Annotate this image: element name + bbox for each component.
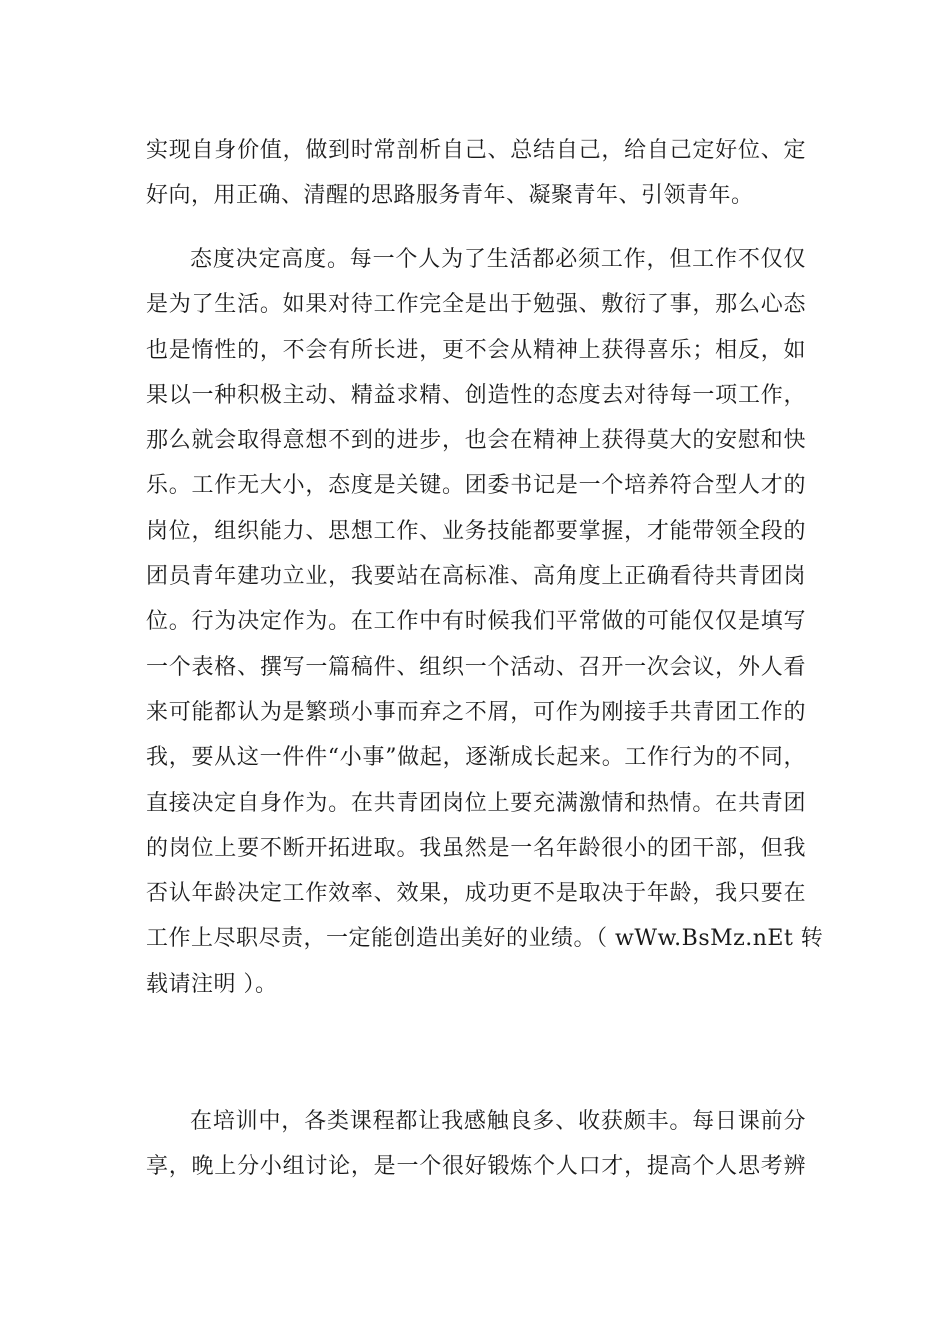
paragraph-line: 否认年龄决定工作效率、效果，成功更不是取决于年龄，我只要在 [146,881,806,907]
paragraph-line: 位。行为决定作为。在工作中有时候我们平常做的可能仅仅是填写 [146,609,806,635]
paragraph-line: 团员青年建功立业，我要站在高标准、高角度上正确看待共青团岗 [146,564,806,590]
paragraph-line: 直接决定自身作为。在共青团岗位上要充满激情和热情。在共青团 [146,790,806,816]
paragraph-line: 果以一种积极主动、精益求精、创造性的态度去对待每一项工作， [146,382,806,408]
paragraph-2 [146,237,824,1007]
paragraph-line: 态度决定高度。每一个人为了生活都必须工作，但工作不仅仅 [190,247,806,272]
paragraph-line: 我，要从这一件件“小事”做起，逐渐成长起来。工作行为的不同， [146,745,806,771]
paragraph-line: 乐。工作无大小，态度是关键。团委书记是一个培养符合型人才的 [146,473,806,499]
paragraph-line: 也是惰性的，不会有所长进，更不会从精神上获得喜乐；相反，如 [146,337,806,363]
paragraph-line: 好向，用正确、清醒的思路服务青年、凝聚青年、引领青年。 [146,183,754,209]
paragraph-line: 来可能都认为是繁琐小事而弃之不屑，可作为刚接手共青团工作的 [146,699,806,725]
paragraph-1 [146,128,806,219]
paragraph-line: 是为了生活。如果对待工作完全是出于勉强、敷衍了事，那么心态 [146,292,806,318]
paragraph-line: 载请注明 ）。 [146,971,278,997]
paragraph-line: 在培训中，各类课程都让我感触良多、收获颇丰。每日课前分 [190,1109,806,1134]
paragraph-line: 享，晚上分小组讨论，是一个很好锻炼个人口才，提高个人思考辨 [146,1154,806,1180]
paragraph-line: 一个表格、撰写一篇稿件、组织一个活动、召开一次会议，外人看 [146,654,806,680]
paragraph-line: 的岗位上要不断开拓进取。我虽然是一名年龄很小的团干部，但我 [146,835,806,861]
paragraph-line: 工作上尽职尽责，一定能创造出美好的业绩。（ wWw.BsMz.nEt 转 [146,926,824,952]
paragraph-3 [146,1099,806,1190]
paragraph-line: 岗位，组织能力、思想工作、业务技能都要掌握，才能带领全段的 [146,518,806,544]
paragraph-line: 实现自身价值，做到时常剖析自己、总结自己，给自己定好位、定 [146,138,806,163]
paragraph-line: 那么就会取得意想不到的进步，也会在精神上获得莫大的安慰和快 [146,428,806,454]
